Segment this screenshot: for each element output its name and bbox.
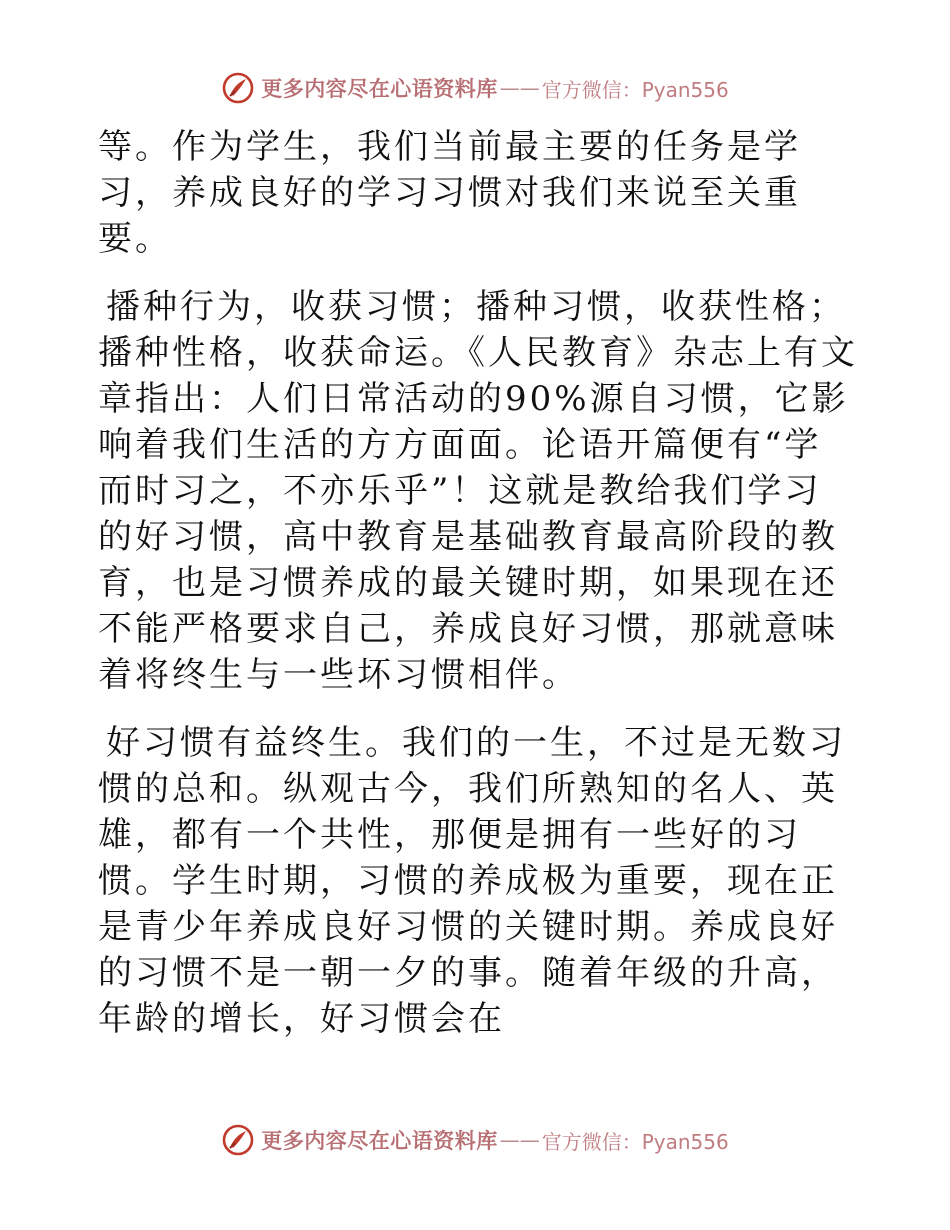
banner-main-text: 更多内容尽在心语资料库 <box>261 1128 498 1153</box>
brand-logo-icon <box>221 1123 255 1157</box>
paragraph-1: 等。作为学生，我们当前最主要的任务是学习，养成良好的学习习惯对我们来说至关重要。 <box>98 127 801 259</box>
banner-separator: —— <box>499 76 540 100</box>
footer-banner <box>0 1120 950 1160</box>
paragraph-3: 好习惯有益终生。我们的一生，不过是无数习惯的总和。纵观古今，我们所熟知的名人、英雄，都有一个共性，那便是拥有一些好的习惯。学生时期，习惯的养成极为重要，现在正是青少年养成良好习惯的关键时期。养成良好的习惯不是一朝一夕的事。随着年级的升高，年龄的增长，好习惯会在 <box>98 723 846 1039</box>
banner-main-text: 更多内容尽在心语资料库 <box>261 76 498 101</box>
paragraph-2: 播种行为，收获习惯；播种习惯，收获性格；播种性格，收获命运。《人民教育》杂志上有文章指出：人们日常活动的90%源自习惯，它影响着我们生活的方方面面。论语开篇便有“学而时习之，不亦乐乎”！这就是教给我们学习的好习惯，高中教育是基础教育最高阶段的教育，也是习惯养成的最关键时期，如果现在还不能严格要求自己，养成良好习惯，那就意味着将终生与一些坏习惯相伴。 <box>98 287 858 695</box>
brand-logo-icon <box>221 71 255 105</box>
banner-wechat-text: 官方微信：Pyan556 <box>541 1129 729 1154</box>
banner-separator: —— <box>499 1128 540 1152</box>
banner-wechat-text: 官方微信：Pyan556 <box>541 77 729 102</box>
header-banner <box>0 68 950 108</box>
document-body <box>98 124 858 1064</box>
